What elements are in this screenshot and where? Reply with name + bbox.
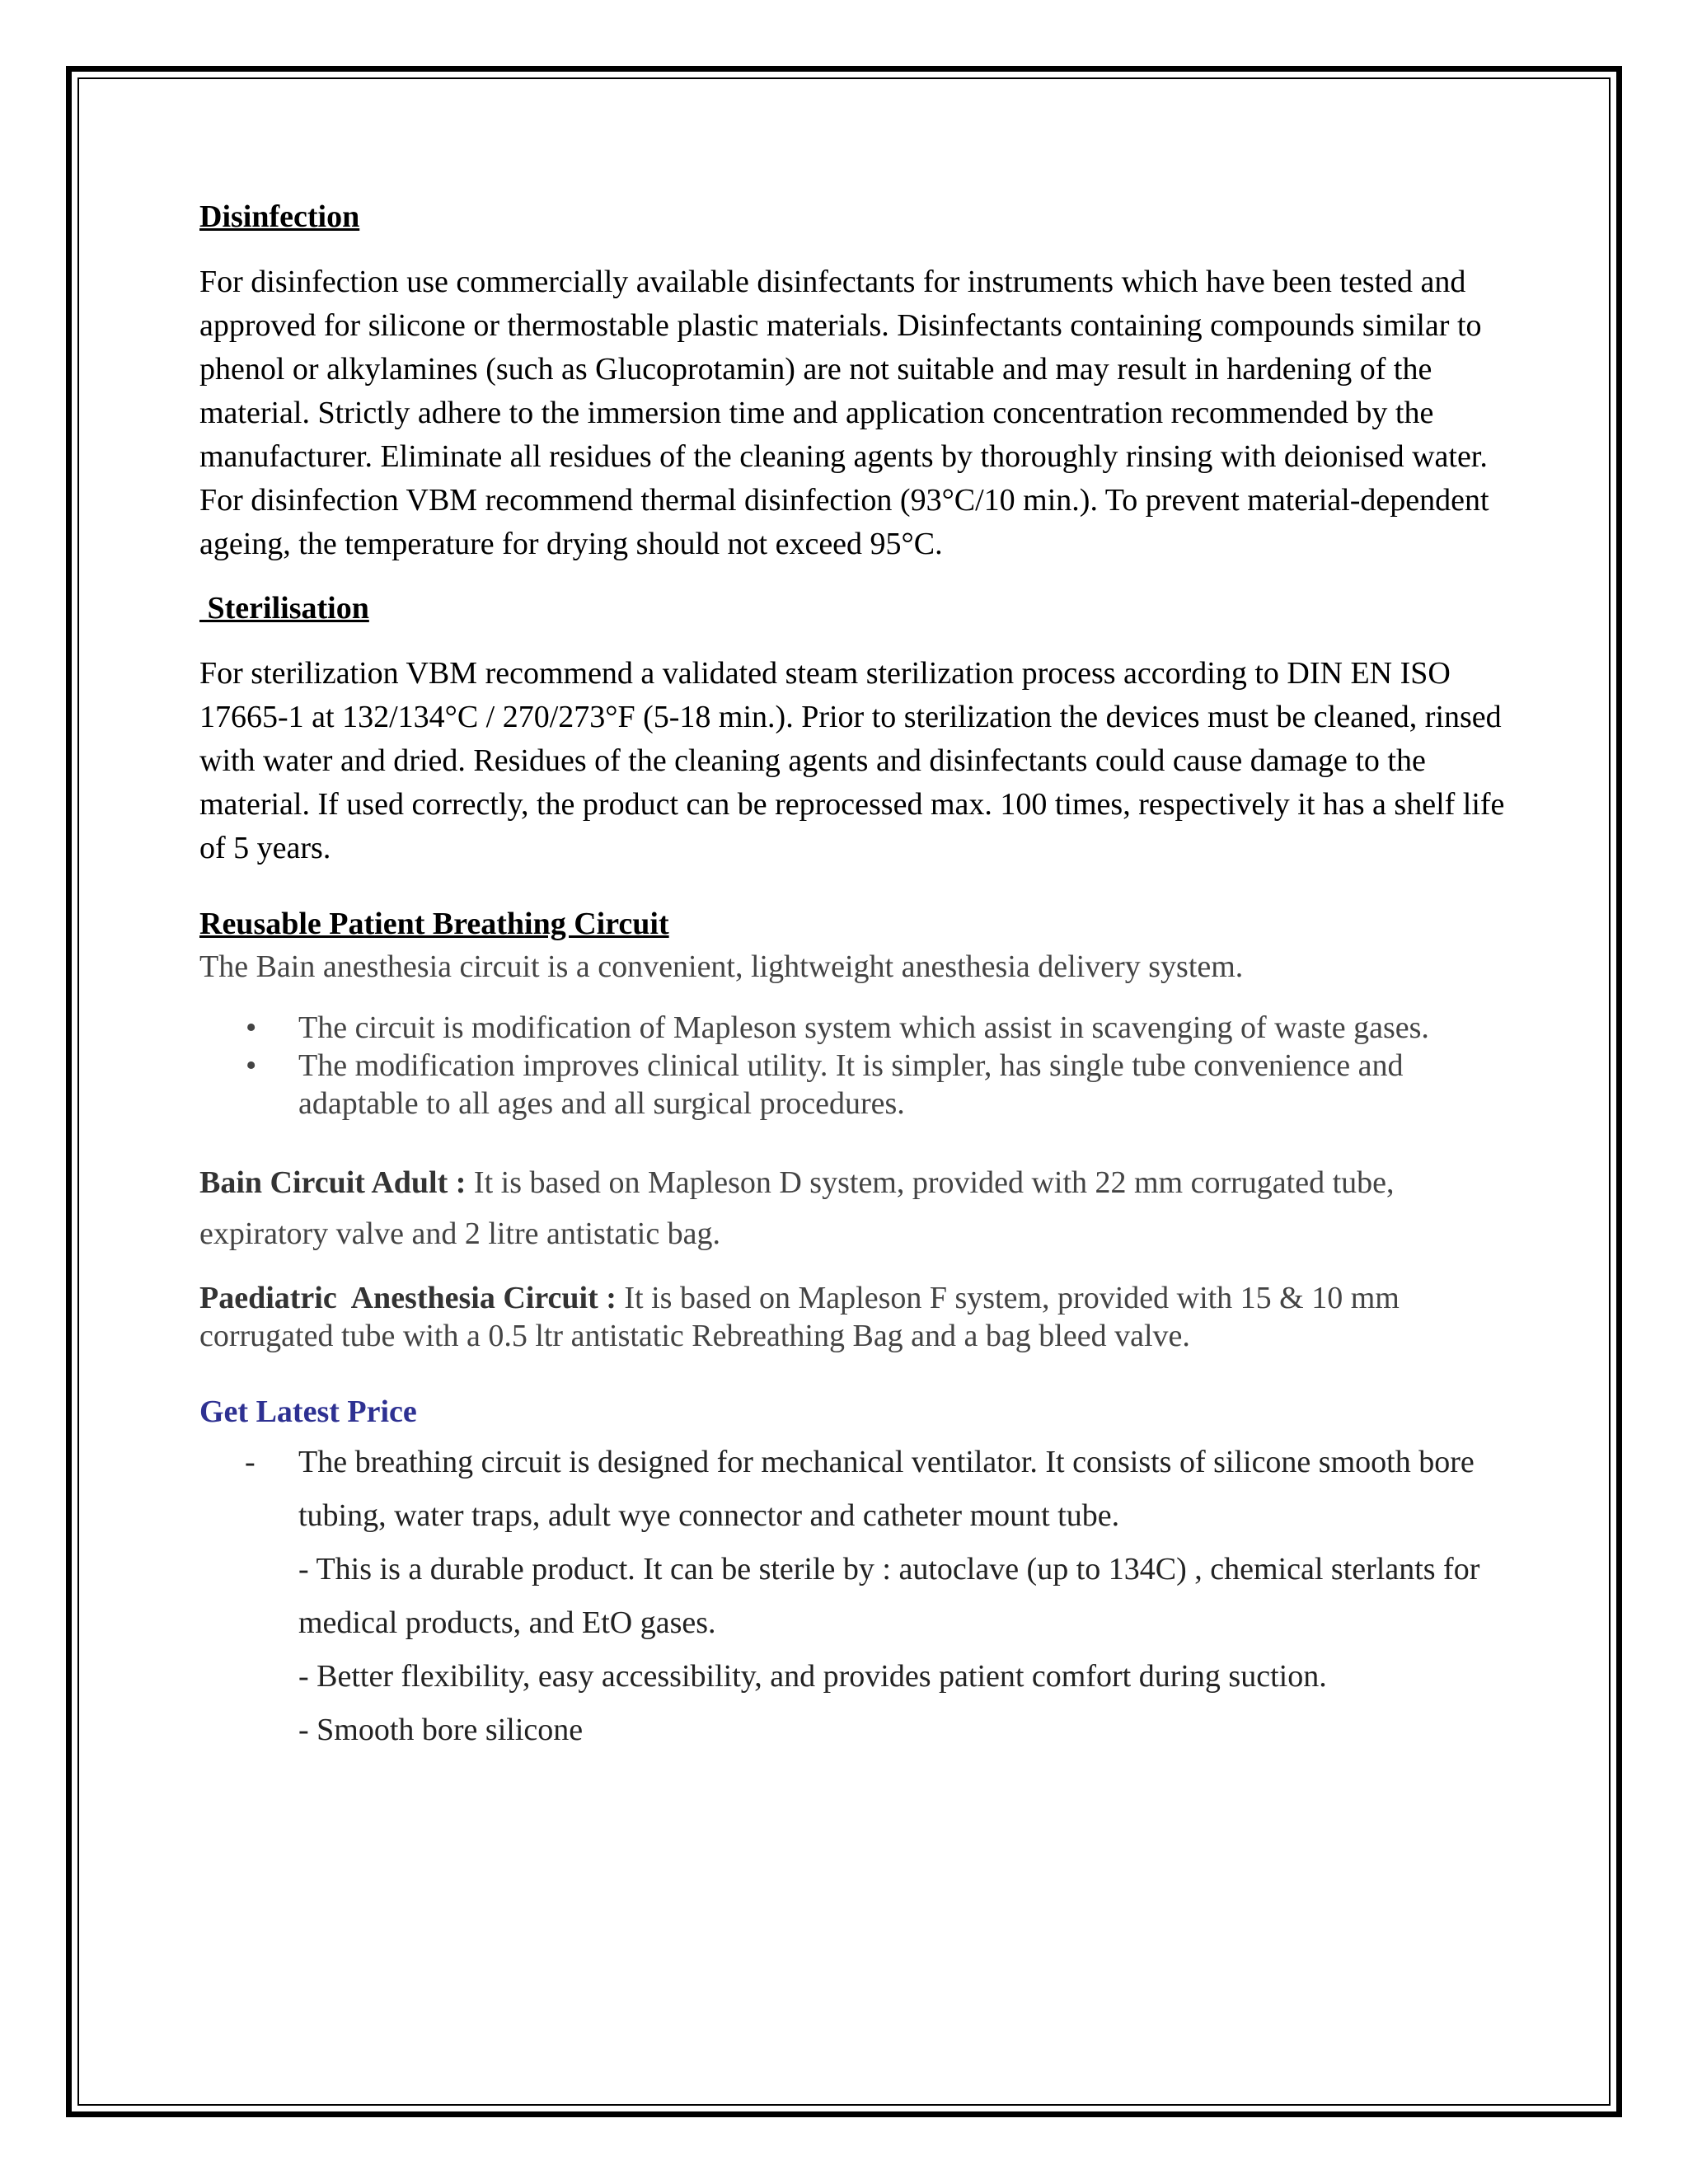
paediatric-label: Paediatric Anesthesia Circuit : [199,1281,617,1315]
reusable-circuit-heading: Reusable Patient Breathing Circuit [199,907,669,941]
bain-adult-label: Bain Circuit Adult : [199,1165,467,1200]
bain-adult-text: It is based on Mapleson D system, provided with 22 mm corrugated tube, expiratory valve and 2 litre antistatic bag. [199,1165,1395,1251]
reusable-circuit-section [199,905,1518,1122]
price-line: - This is a durable product. It can be sterile by : autoclave (up to 134C) , chemical sterlants for medical products, and EtO gases. [298,1552,1480,1640]
price-section [199,1390,1518,1757]
bullet-dot-icon: • [246,1048,257,1083]
price-details [199,1436,1518,1757]
get-latest-price-link[interactable]: Get Latest Price [199,1394,417,1429]
bain-adult-paragraph [199,1157,1518,1259]
dash-bullet-icon: - [245,1445,256,1479]
price-line: - Better flexibility, easy accessibility, and provides patient comfort during suction. [298,1659,1327,1694]
list-item [199,1009,1518,1047]
price-line: The breathing circuit is designed for mechanical ventilator. It consists of silicone smooth bore tubing, water traps, adult wye connector and catheter mount tube. [298,1445,1475,1533]
sterilisation-section [199,586,1518,870]
reusable-circuit-intro: The Bain anesthesia circuit is a convenient, lightweight anesthesia delivery system. [199,949,1244,984]
list-item [199,1047,1518,1122]
paediatric-text: It is based on Mapleson F system, provided with 15 & 10 mm corrugated tube with a 0.5 ltr antistatic Rebreathing Bag and a bag bleed valve. [199,1281,1400,1353]
paediatric-paragraph [199,1279,1518,1355]
bullet-dot-icon: • [246,1010,257,1045]
document-content [199,194,1518,1757]
price-line: - Smooth bore silicone [298,1713,584,1747]
disinfection-section [199,194,1518,566]
reusable-circuit-bullets [199,1009,1518,1122]
disinfection-body: For disinfection use commercially available disinfectants for instruments which have been tested and approved for silicone or thermostable plastic materials. Disinfectants containing compounds similar to phenol or alkylamines (such as Glucoprotamin) are not suitable and may result in hardening of the material. Strictly adhere to the immersion time and application concentration recommended by the manufacturer. Eliminate all residues of the cleaning agents by thoroughly rinsing with deionised water. For disinfection VBM recommend thermal disinfection (93°C/10 min.). To prevent material-dependent ageing, the temperature for drying should not exceed 95°C. [199,265,1489,561]
sterilisation-body: For sterilization VBM recommend a validated steam sterilization process according to DIN EN ISO 17665-1 at 132/134°C / 270/273°F (5-18 min.). Prior to sterilization the devices must be cleaned, rinsed with water and dried. Residues of the cleaning agents and disinfectants could cause damage to the material. If used correctly, the product can be reprocessed max. 100 times, respectively it has a shelf life of 5 years. [199,656,1505,865]
sterilisation-heading: Sterilisation [199,591,369,626]
bullet-text: The circuit is modification of Mapleson system which assist in scavenging of waste gases. [298,1010,1429,1045]
disinfection-heading: Disinfection [199,199,360,234]
bullet-text: The modification improves clinical utility. It is simpler, has single tube convenience and adaptable to all ages and all surgical procedures. [298,1048,1404,1121]
